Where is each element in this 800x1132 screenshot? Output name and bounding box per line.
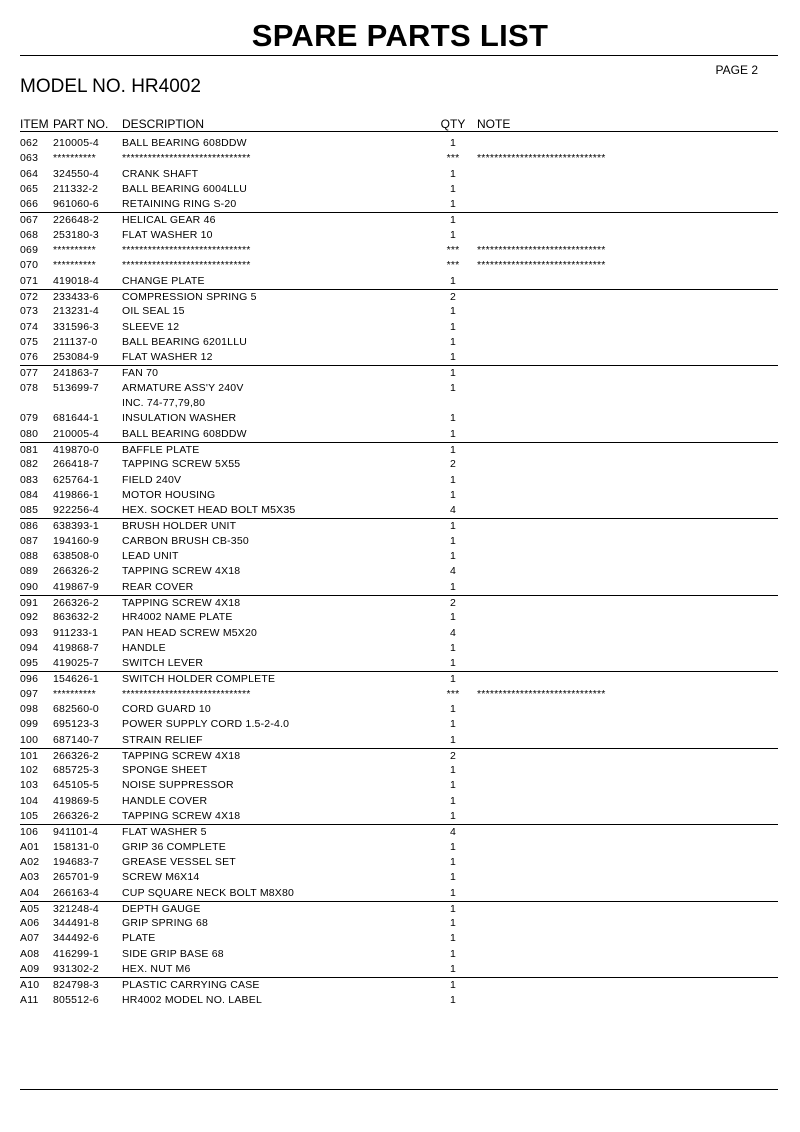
cell-part-no: 154626-1 <box>53 673 99 686</box>
title-rule <box>20 55 778 56</box>
table-row <box>20 962 778 977</box>
header-note: NOTE <box>477 117 511 131</box>
cell-part-no: 645105-5 <box>53 779 99 792</box>
cell-description: CHANGE PLATE <box>122 274 205 287</box>
cell-qty: 4 <box>449 826 457 839</box>
cell-qty: 1 <box>449 871 457 884</box>
cell-part-no: 419025-7 <box>53 657 99 670</box>
cell-description: ARMATURE ASS'Y 240V <box>122 381 244 394</box>
cell-part-no: 682560-0 <box>53 702 99 715</box>
cell-description: SPONGE SHEET <box>122 764 208 777</box>
cell-item: 062 <box>20 137 39 149</box>
cell-description: HEX. NUT M6 <box>122 963 191 976</box>
cell-description: INC. 74-77,79,80 <box>122 397 206 410</box>
cell-item: A02 <box>20 855 40 868</box>
table-row <box>20 886 778 901</box>
cell-part-no: 911233-1 <box>53 626 99 639</box>
table-row <box>20 687 778 702</box>
cell-description: FLAT WASHER 5 <box>122 826 207 839</box>
table-row <box>20 840 778 855</box>
cell-qty: *** <box>446 259 460 272</box>
cell-qty: 1 <box>449 550 457 563</box>
header-item: ITEM <box>20 117 49 131</box>
cell-description: TAPPING SCREW 5X55 <box>122 458 241 471</box>
table-row <box>20 610 778 625</box>
cell-item: 071 <box>20 274 39 287</box>
cell-qty: 1 <box>449 932 457 945</box>
cell-description: LEAD UNIT <box>122 550 179 563</box>
cell-part-no: 685725-3 <box>53 764 99 777</box>
cell-description: CRANK SHAFT <box>122 167 199 180</box>
cell-note: ****************************** <box>477 152 606 165</box>
cell-description: TAPPING SCREW 4X18 <box>122 749 241 762</box>
cell-part-no: ********** <box>53 244 96 257</box>
table-row <box>20 794 778 809</box>
cell-item: 103 <box>20 779 39 792</box>
table-row <box>20 473 778 488</box>
cell-item: 079 <box>20 412 39 425</box>
cell-part-no: 266326-2 <box>53 810 99 823</box>
cell-description: BALL BEARING 6004LLU <box>122 182 248 195</box>
cell-item: A01 <box>20 840 40 853</box>
cell-qty: 1 <box>449 779 457 792</box>
table-row <box>20 427 778 442</box>
cell-part-no: ********** <box>53 259 96 272</box>
cell-item: 090 <box>20 580 39 593</box>
table-row <box>20 901 778 916</box>
table-row <box>20 182 778 197</box>
table-row <box>20 381 778 396</box>
table-row <box>20 702 778 717</box>
table-row <box>20 534 778 549</box>
table-row <box>20 778 778 793</box>
cell-qty: *** <box>446 244 460 257</box>
cell-qty: *** <box>446 687 460 700</box>
cell-item: 094 <box>20 641 39 654</box>
cell-part-no: 210005-4 <box>53 137 99 149</box>
model-number: MODEL NO. HR4002 <box>20 76 201 97</box>
table-row <box>20 580 778 595</box>
cell-part-no: 266163-4 <box>53 886 99 899</box>
cell-part-no: 931302-2 <box>53 963 99 976</box>
cell-qty: 1 <box>449 305 457 318</box>
cell-part-no: 266418-7 <box>53 458 99 471</box>
cell-part-no: 416299-1 <box>53 947 99 960</box>
cell-qty: 1 <box>449 673 457 686</box>
cell-item: 091 <box>20 596 39 609</box>
cell-qty: 1 <box>449 641 457 654</box>
table-row <box>20 442 778 457</box>
cell-qty: 1 <box>449 367 457 380</box>
cell-qty: 4 <box>449 504 457 517</box>
cell-item: 064 <box>20 167 39 180</box>
table-row <box>20 870 778 885</box>
cell-part-no: 158131-0 <box>53 840 99 853</box>
cell-qty: 1 <box>449 979 457 992</box>
cell-part-no: 213231-4 <box>53 305 99 318</box>
cell-qty: 1 <box>449 381 457 394</box>
cell-qty: 1 <box>449 427 457 440</box>
table-row <box>20 289 778 304</box>
cell-description: GRIP SPRING 68 <box>122 917 209 930</box>
cell-description: SLEEVE 12 <box>122 320 180 333</box>
cell-description: HR4002 NAME PLATE <box>122 611 233 624</box>
table-row <box>20 167 778 182</box>
cell-qty: 1 <box>449 198 457 211</box>
cell-qty: 1 <box>449 963 457 976</box>
cell-item: 067 <box>20 214 39 227</box>
cell-part-no: 625764-1 <box>53 473 99 486</box>
cell-item: 076 <box>20 351 39 364</box>
cell-description: CARBON BRUSH CB-350 <box>122 534 249 547</box>
cell-part-no: 419869-5 <box>53 794 99 807</box>
table-row <box>20 320 778 335</box>
cell-qty: 1 <box>449 718 457 731</box>
header-part-no: PART NO. <box>53 117 109 131</box>
cell-part-no: 695123-3 <box>53 718 99 731</box>
table-row <box>20 518 778 533</box>
cell-qty: 1 <box>449 886 457 899</box>
cell-item: 066 <box>20 198 39 211</box>
cell-item: 072 <box>20 290 39 303</box>
cell-qty: 1 <box>449 182 457 195</box>
cell-qty: 1 <box>449 137 457 149</box>
cell-part-no: 513699-7 <box>53 381 99 394</box>
cell-part-no: 419867-9 <box>53 580 99 593</box>
cell-qty: 1 <box>449 351 457 364</box>
cell-item: 106 <box>20 826 39 839</box>
cell-part-no: 805512-6 <box>53 993 99 1006</box>
header-rule <box>20 131 778 132</box>
table-row <box>20 212 778 227</box>
cell-item: A07 <box>20 932 40 945</box>
table-row <box>20 641 778 656</box>
cell-item: 097 <box>20 687 39 700</box>
cell-description: FLAT WASHER 10 <box>122 228 213 241</box>
cell-part-no: 638393-1 <box>53 520 99 533</box>
cell-part-no: 824798-3 <box>53 979 99 992</box>
table-row <box>20 977 778 992</box>
cell-description: HANDLE <box>122 641 166 654</box>
parts-table <box>20 136 778 1008</box>
cell-item: A11 <box>20 993 39 1006</box>
cell-description: BALL BEARING 6201LLU <box>122 335 248 348</box>
cell-description: GRIP 36 COMPLETE <box>122 840 226 853</box>
cell-description: CORD GUARD 10 <box>122 702 211 715</box>
cell-item: A08 <box>20 947 40 960</box>
cell-part-no: 211137-0 <box>53 335 98 348</box>
table-row <box>20 335 778 350</box>
cell-description: ****************************** <box>122 244 251 257</box>
cell-part-no: 321248-4 <box>53 902 99 915</box>
cell-qty: 2 <box>449 596 457 609</box>
cell-part-no: 331596-3 <box>53 320 99 333</box>
cell-part-no: ********** <box>53 152 96 165</box>
cell-item: 092 <box>20 611 39 624</box>
cell-qty: 1 <box>449 534 457 547</box>
cell-item: A06 <box>20 917 40 930</box>
cell-item: 104 <box>20 794 39 807</box>
table-row <box>20 855 778 870</box>
cell-qty: 1 <box>449 657 457 670</box>
table-row <box>20 931 778 946</box>
cell-description: TAPPING SCREW 4X18 <box>122 565 241 578</box>
cell-part-no: 241863-7 <box>53 367 99 380</box>
cell-item: A09 <box>20 963 40 976</box>
cell-item: 069 <box>20 244 39 257</box>
table-row <box>20 824 778 839</box>
table-row <box>20 947 778 962</box>
cell-note: ****************************** <box>477 687 606 700</box>
cell-description: SWITCH HOLDER COMPLETE <box>122 673 276 686</box>
cell-description: BALL BEARING 608DDW <box>122 427 247 440</box>
cell-part-no: 922256-4 <box>53 504 99 517</box>
cell-item: 068 <box>20 228 39 241</box>
cell-qty: 1 <box>449 917 457 930</box>
cell-part-no: ********** <box>53 687 96 700</box>
cell-qty: 1 <box>449 214 457 227</box>
cell-part-no: 961060-6 <box>53 198 99 211</box>
cell-part-no: 226648-2 <box>53 214 99 227</box>
cell-part-no: 233433-6 <box>53 290 99 303</box>
table-row <box>20 671 778 686</box>
cell-qty: 1 <box>449 228 457 241</box>
cell-qty: 1 <box>449 412 457 425</box>
cell-qty: 1 <box>449 488 457 501</box>
cell-description: MOTOR HOUSING <box>122 488 216 501</box>
table-row <box>20 457 778 472</box>
cell-item: 085 <box>20 504 39 517</box>
table-row <box>20 396 778 411</box>
cell-qty: 1 <box>449 947 457 960</box>
cell-description: HR4002 MODEL NO. LABEL <box>122 993 262 1006</box>
cell-item: 083 <box>20 473 39 486</box>
cell-item: 098 <box>20 702 39 715</box>
cell-description: DEPTH GAUGE <box>122 902 201 915</box>
cell-item: 078 <box>20 381 39 394</box>
table-row <box>20 809 778 824</box>
cell-qty: 1 <box>449 702 457 715</box>
cell-description: POWER SUPPLY CORD 1.5-2-4.0 <box>122 718 290 731</box>
table-row <box>20 488 778 503</box>
cell-description: HEX. SOCKET HEAD BOLT M5X35 <box>122 504 296 517</box>
cell-part-no: 324550-4 <box>53 167 99 180</box>
bottom-rule <box>20 1089 778 1090</box>
cell-part-no: 681644-1 <box>53 412 99 425</box>
cell-description: INSULATION WASHER <box>122 412 237 425</box>
cell-description: OIL SEAL 15 <box>122 305 185 318</box>
cell-part-no: 210005-4 <box>53 427 99 440</box>
table-row <box>20 365 778 380</box>
table-row <box>20 717 778 732</box>
cell-item: 095 <box>20 657 39 670</box>
cell-part-no: 211332-2 <box>53 182 99 195</box>
cell-item: 087 <box>20 534 39 547</box>
cell-part-no: 941101-4 <box>53 826 99 839</box>
cell-description: BRUSH HOLDER UNIT <box>122 520 237 533</box>
cell-part-no: 419870-0 <box>53 443 99 456</box>
cell-qty: 4 <box>449 565 457 578</box>
table-header <box>20 117 778 131</box>
cell-item: A05 <box>20 902 40 915</box>
cell-qty: 1 <box>449 764 457 777</box>
cell-description: HANDLE COVER <box>122 794 208 807</box>
table-row <box>20 733 778 748</box>
cell-qty: 2 <box>449 458 457 471</box>
table-row <box>20 136 778 151</box>
table-row <box>20 274 778 289</box>
cell-item: 084 <box>20 488 39 501</box>
table-row <box>20 243 778 258</box>
cell-note: ****************************** <box>477 259 606 272</box>
cell-description: FIELD 240V <box>122 473 182 486</box>
cell-part-no: 253180-3 <box>53 228 99 241</box>
cell-qty: 1 <box>449 473 457 486</box>
table-row <box>20 350 778 365</box>
cell-qty: 1 <box>449 611 457 624</box>
cell-description: SWITCH LEVER <box>122 657 204 670</box>
cell-description: SCREW M6X14 <box>122 871 200 884</box>
cell-part-no: 344491-8 <box>53 917 99 930</box>
cell-item: 073 <box>20 305 39 318</box>
cell-qty: *** <box>446 152 460 165</box>
cell-item: A04 <box>20 886 40 899</box>
table-row <box>20 748 778 763</box>
cell-description: GREASE VESSEL SET <box>122 855 236 868</box>
cell-qty: 1 <box>449 855 457 868</box>
cell-item: 063 <box>20 152 39 165</box>
cell-qty: 2 <box>449 749 457 762</box>
table-row <box>20 503 778 518</box>
cell-description: BAFFLE PLATE <box>122 443 200 456</box>
cell-item: 082 <box>20 458 39 471</box>
page-number: PAGE 2 <box>715 63 758 77</box>
table-row <box>20 197 778 212</box>
table-row <box>20 304 778 319</box>
cell-item: 099 <box>20 718 39 731</box>
cell-item: 086 <box>20 520 39 533</box>
cell-qty: 1 <box>449 993 457 1006</box>
cell-item: 096 <box>20 673 39 686</box>
cell-part-no: 638508-0 <box>53 550 99 563</box>
table-row <box>20 595 778 610</box>
table-row <box>20 411 778 426</box>
cell-qty: 1 <box>449 167 457 180</box>
cell-part-no: 266326-2 <box>53 565 99 578</box>
table-row <box>20 549 778 564</box>
cell-item: 065 <box>20 182 39 195</box>
cell-part-no: 687140-7 <box>53 733 99 746</box>
cell-qty: 1 <box>449 274 457 287</box>
cell-part-no: 419018-4 <box>53 274 99 287</box>
cell-part-no: 194683-7 <box>53 855 99 868</box>
cell-qty: 1 <box>449 520 457 533</box>
cell-description: STRAIN RELIEF <box>122 733 203 746</box>
cell-qty: 1 <box>449 840 457 853</box>
cell-item: 089 <box>20 565 39 578</box>
cell-description: COMPRESSION SPRING 5 <box>122 290 257 303</box>
cell-description: PLATE <box>122 932 156 945</box>
cell-description: TAPPING SCREW 4X18 <box>122 596 241 609</box>
cell-description: REAR COVER <box>122 580 194 593</box>
cell-part-no: 863632-2 <box>53 611 99 624</box>
cell-item: 093 <box>20 626 39 639</box>
cell-item: A03 <box>20 871 40 884</box>
cell-part-no: 194160-9 <box>53 534 99 547</box>
cell-note: ****************************** <box>477 244 606 257</box>
cell-qty: 1 <box>449 580 457 593</box>
cell-description: PAN HEAD SCREW M5X20 <box>122 626 258 639</box>
cell-item: 075 <box>20 335 39 348</box>
cell-qty: 4 <box>449 626 457 639</box>
cell-qty: 1 <box>449 810 457 823</box>
cell-description: FAN 70 <box>122 367 159 380</box>
cell-qty: 1 <box>449 794 457 807</box>
cell-part-no: 419868-7 <box>53 641 99 654</box>
cell-description: TAPPING SCREW 4X18 <box>122 810 241 823</box>
table-row <box>20 626 778 641</box>
cell-qty: 1 <box>449 733 457 746</box>
cell-description: ****************************** <box>122 687 251 700</box>
cell-part-no: 419866-1 <box>53 488 99 501</box>
cell-description: CUP SQUARE NECK BOLT M8X80 <box>122 886 295 899</box>
table-row <box>20 656 778 671</box>
table-row <box>20 228 778 243</box>
table-row <box>20 258 778 273</box>
cell-qty: 1 <box>449 443 457 456</box>
cell-item: 081 <box>20 443 39 456</box>
table-row <box>20 916 778 931</box>
cell-item: 101 <box>20 749 39 762</box>
cell-description: NOISE SUPPRESSOR <box>122 779 234 792</box>
cell-item: 074 <box>20 320 39 333</box>
cell-qty: 1 <box>449 320 457 333</box>
cell-description: FLAT WASHER 12 <box>122 351 213 364</box>
cell-qty: 1 <box>449 902 457 915</box>
cell-item: 077 <box>20 367 39 380</box>
cell-description: RETAINING RING S-20 <box>122 198 237 211</box>
cell-item: 080 <box>20 427 39 440</box>
cell-item: 100 <box>20 733 39 746</box>
cell-part-no: 265701-9 <box>53 871 99 884</box>
cell-item: 102 <box>20 764 39 777</box>
cell-item: A10 <box>20 979 40 992</box>
table-row <box>20 564 778 579</box>
table-row <box>20 763 778 778</box>
page-title: SPARE PARTS LIST <box>251 18 549 53</box>
header-qty: QTY <box>440 117 466 131</box>
cell-description: PLASTIC CARRYING CASE <box>122 979 260 992</box>
cell-qty: 2 <box>449 290 457 303</box>
cell-part-no: 253084-9 <box>53 351 99 364</box>
cell-qty: 1 <box>449 335 457 348</box>
cell-part-no: 266326-2 <box>53 749 99 762</box>
table-row <box>20 993 778 1008</box>
cell-item: 070 <box>20 259 39 272</box>
header-description: DESCRIPTION <box>122 117 205 131</box>
cell-description: BALL BEARING 608DDW <box>122 137 247 149</box>
table-row <box>20 151 778 166</box>
cell-part-no: 266326-2 <box>53 596 99 609</box>
cell-item: 105 <box>20 810 39 823</box>
cell-description: ****************************** <box>122 259 251 272</box>
cell-item: 088 <box>20 550 39 563</box>
cell-description: HELICAL GEAR 46 <box>122 214 216 227</box>
cell-part-no: 344492-6 <box>53 932 99 945</box>
cell-description: ****************************** <box>122 152 251 165</box>
cell-description: SIDE GRIP BASE 68 <box>122 947 224 960</box>
